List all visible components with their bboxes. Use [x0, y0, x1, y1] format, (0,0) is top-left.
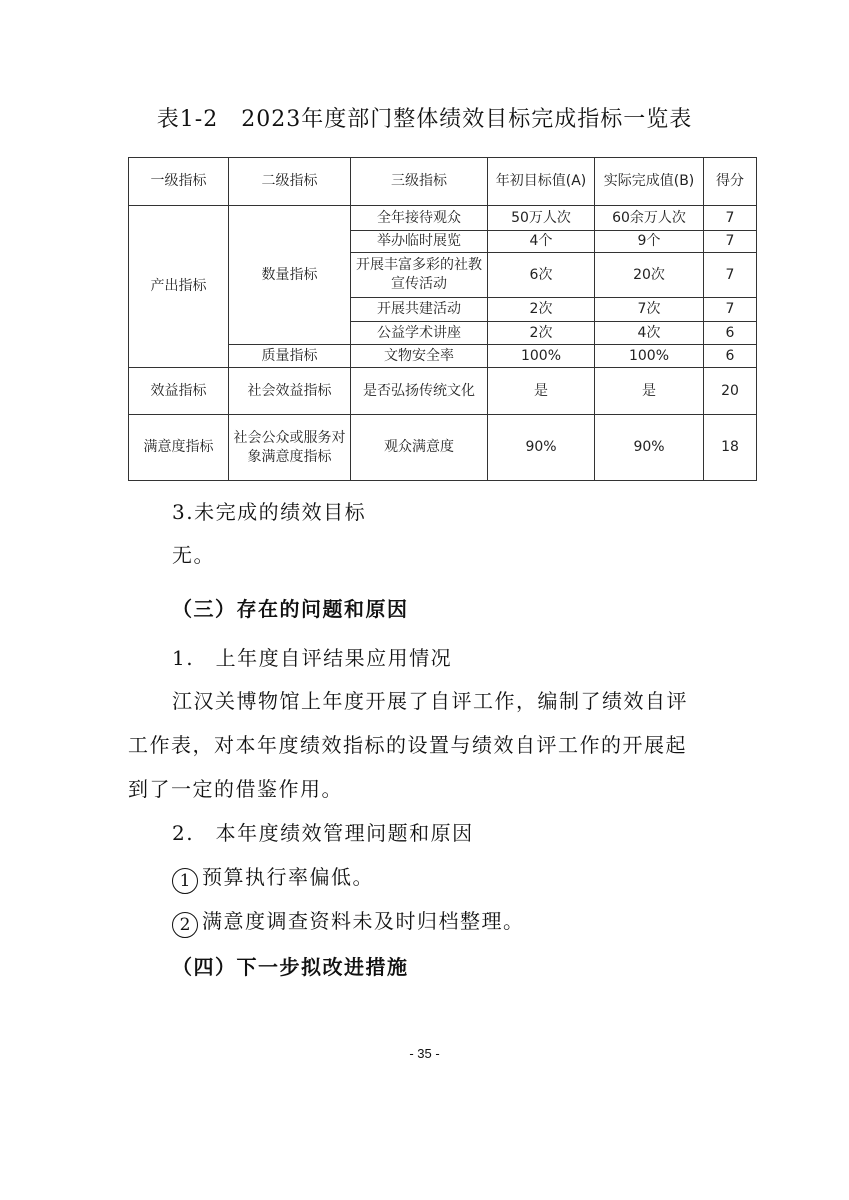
problem-2 — [172, 906, 772, 938]
header-target: 年初目标值(A) — [488, 158, 595, 206]
cell-l3: 举办临时展览 — [351, 231, 488, 253]
header-level1: 一级指标 — [129, 158, 229, 206]
cell-actual: 7次 — [595, 298, 704, 322]
cell-actual: 100% — [595, 345, 704, 368]
section3-heading: 3.未完成的绩效目标 — [172, 500, 367, 524]
cell-actual: 90% — [595, 415, 704, 481]
cell-actual: 9个 — [595, 231, 704, 253]
cell-score: 7 — [704, 253, 757, 298]
cell-l3: 是否弘扬传统文化 — [351, 368, 488, 415]
page-number: - 35 - — [409, 1046, 440, 1061]
problem-text: 预算执行率偏低。 — [202, 865, 374, 889]
problem-text: 满意度调查资料未及时归档整理。 — [202, 909, 525, 933]
cell-social-benefit-indicator: 社会效益指标 — [229, 368, 351, 415]
cell-actual: 20次 — [595, 253, 704, 298]
cell-l3: 开展共建活动 — [351, 298, 488, 322]
cell-actual: 4次 — [595, 322, 704, 345]
header-actual: 实际完成值(B) — [595, 158, 704, 206]
header-score: 得分 — [704, 158, 757, 206]
item1-heading: 1. 上年度自评结果应用情况 — [172, 646, 453, 670]
header-level3: 三级指标 — [351, 158, 488, 206]
cell-target: 是 — [488, 368, 595, 415]
section-d-heading: （四）下一步拟改进措施 — [172, 955, 409, 979]
circled-number: 1 — [172, 868, 198, 894]
item1-line-3: 到了一定的借鉴作用。 — [128, 777, 343, 801]
item2-heading: 2. 本年度绩效管理问题和原因 — [172, 821, 474, 845]
cell-target: 100% — [488, 345, 595, 368]
cell-quality-indicator: 质量指标 — [229, 345, 351, 368]
table-title: 表1-2 2023年度部门整体绩效目标完成指标一览表 — [156, 107, 693, 132]
table-row — [129, 415, 757, 481]
cell-score: 7 — [704, 206, 757, 231]
cell-score: 7 — [704, 231, 757, 253]
cell-score: 6 — [704, 322, 757, 345]
cell-score: 18 — [704, 415, 757, 481]
cell-target: 6次 — [488, 253, 595, 298]
cell-l3: 开展丰富多彩的社教宣传活动 — [351, 253, 488, 298]
cell-score: 20 — [704, 368, 757, 415]
table-row — [129, 206, 757, 231]
circled-number: 2 — [172, 912, 198, 938]
item1-line-2: 工作表，对本年度绩效指标的设置与绩效自评工作的开展起 — [128, 733, 687, 757]
performance-table — [128, 157, 757, 481]
table-header-row — [129, 158, 757, 206]
cell-quantity-indicator: 数量指标 — [229, 206, 351, 345]
cell-benefit-indicator: 效益指标 — [129, 368, 229, 415]
cell-actual: 60余万人次 — [595, 206, 704, 231]
header-level2: 二级指标 — [229, 158, 351, 206]
cell-l3: 公益学术讲座 — [351, 322, 488, 345]
cell-target: 90% — [488, 415, 595, 481]
cell-output-indicator: 产出指标 — [129, 206, 229, 368]
cell-satisfaction-sub-indicator: 社会公众或服务对象满意度指标 — [229, 415, 351, 481]
cell-l3: 全年接待观众 — [351, 206, 488, 231]
cell-actual: 是 — [595, 368, 704, 415]
cell-target: 4个 — [488, 231, 595, 253]
section-c-heading: （三）存在的问题和原因 — [172, 597, 409, 621]
cell-target: 2次 — [488, 322, 595, 345]
cell-l3: 文物安全率 — [351, 345, 488, 368]
cell-score: 6 — [704, 345, 757, 368]
cell-target: 2次 — [488, 298, 595, 322]
table-row — [129, 368, 757, 415]
section3-text: 无。 — [172, 543, 215, 567]
cell-score: 7 — [704, 298, 757, 322]
cell-target: 50万人次 — [488, 206, 595, 231]
cell-l3: 观众满意度 — [351, 415, 488, 481]
item1-line-1: 江汉关博物馆上年度开展了自评工作，编制了绩效自评 — [172, 689, 688, 713]
cell-satisfaction-indicator: 满意度指标 — [129, 415, 229, 481]
problem-1 — [172, 862, 772, 894]
